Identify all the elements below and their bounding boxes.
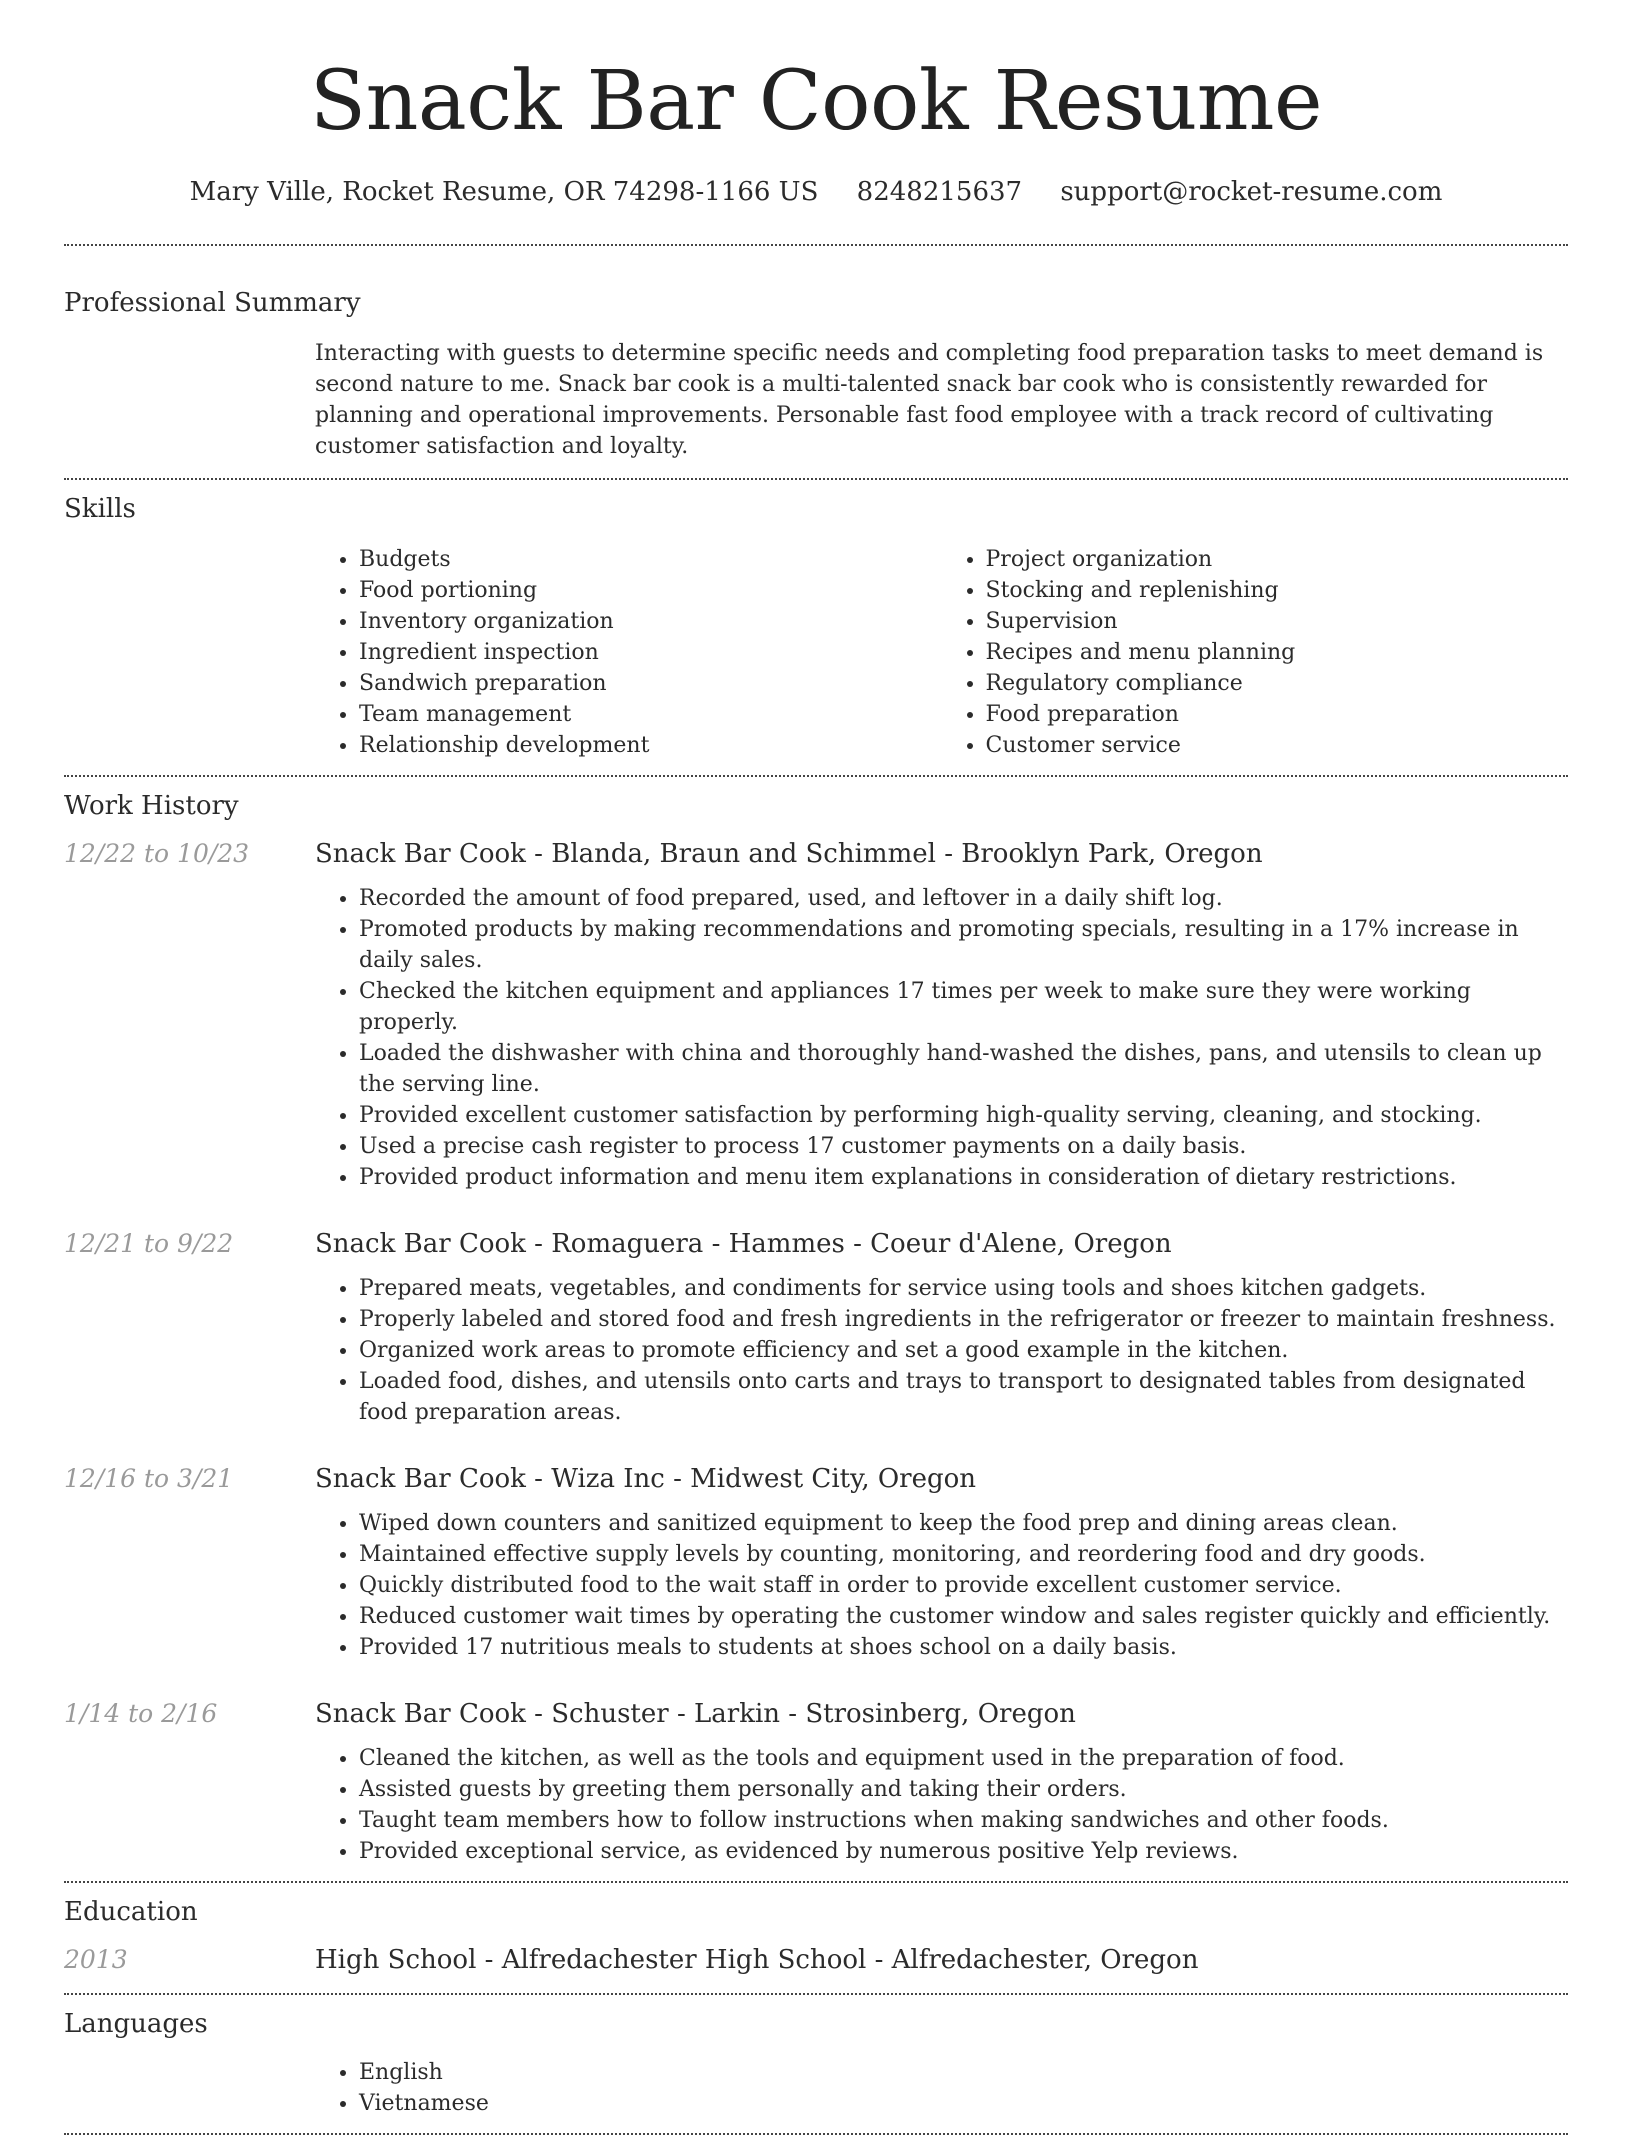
contact-line [64,174,1568,210]
skill-item: • Food portioning [359,575,942,606]
job-bullet: • Quickly distributed food to the wait staff in order to provide excellent customer service. [359,1570,1568,1601]
divider [64,244,1568,246]
languages-section [64,2007,1568,2119]
education-year: 2013 [64,1945,128,1974]
summary-section [64,286,1568,462]
skill-item: • Sandwich preparation [359,668,942,699]
skills-list-left [315,544,942,761]
skills-columns [315,544,1568,761]
job-bullet: • Assisted guests by greeting them personally and taking their orders. [359,1774,1568,1805]
job-bullets [315,1508,1568,1663]
job-dates: 12/22 to 10/23 [64,839,250,868]
summary-heading: Professional Summary [64,288,361,318]
skill-item: • Regulatory compliance [986,668,1569,699]
contact-address: Mary Ville, Rocket Resume, OR 74298-1166 US [189,177,819,207]
job-details [315,1227,1568,1428]
education-heading: Education [64,1897,198,1927]
job-title: Snack Bar Cook - Romaguera - Hammes - Coeur d'Alene, Oregon [315,1229,1172,1259]
job-title: Snack Bar Cook - Schuster - Larkin - Strosinberg, Oregon [315,1699,1076,1729]
work-history-section [64,789,1568,1867]
job-bullet: • Organized work areas to promote efficiency and set a good example in the kitchen. [359,1335,1568,1366]
job-entry [64,1697,1568,1867]
education-entry [64,1943,1568,1977]
education-title: High School - Alfredachester High School - Alfredachester, Oregon [315,1945,1199,1975]
skill-item: • Food preparation [986,699,1569,730]
divider [64,478,1568,480]
skill-item: • Customer service [986,730,1569,761]
job-bullet: • Taught team members how to follow instructions when making sandwiches and other foods. [359,1805,1568,1836]
job-bullet: • Loaded the dishwasher with china and thoroughly hand-washed the dishes, pans, and utensils to clean up the serving line. [359,1038,1568,1100]
job-bullet: • Wiped down counters and sanitized equipment to keep the food prep and dining areas clean. [359,1508,1568,1539]
job-dates: 12/16 to 3/21 [64,1464,234,1493]
job-bullet: • Promoted products by making recommendations and promoting specials, resulting in a 17% increase in daily sales. [359,914,1568,976]
job-list [64,837,1568,1867]
work-history-heading: Work History [64,791,239,821]
job-bullet: • Maintained effective supply levels by counting, monitoring, and reordering food and dry goods. [359,1539,1568,1570]
skills-heading: Skills [64,494,136,524]
languages-heading: Languages [64,2009,208,2039]
job-title: Snack Bar Cook - Wiza Inc - Midwest City, Oregon [315,1464,977,1494]
skill-item: • Budgets [359,544,942,575]
job-bullet: • Properly labeled and stored food and fresh ingredients in the refrigerator or freezer to maintain freshness. [359,1304,1568,1335]
skill-item: • Project organization [986,544,1569,575]
job-bullet: • Reduced customer wait times by operating the customer window and sales register quickly and efficiently. [359,1601,1568,1632]
skill-item: • Stocking and replenishing [986,575,1569,606]
contact-phone: 8248215637 [856,177,1023,207]
skills-list-right [942,544,1569,761]
divider [64,1993,1568,1995]
job-bullet: • Provided product information and menu item explanations in consideration of dietary restrictions. [359,1162,1568,1193]
divider [64,1881,1568,1883]
job-details [315,1697,1568,1867]
skill-item: • Supervision [986,606,1569,637]
job-bullet: • Provided 17 nutritious meals to students at shoes school on a daily basis. [359,1632,1568,1663]
job-title: Snack Bar Cook - Blanda, Braun and Schimmel - Brooklyn Park, Oregon [315,839,1263,869]
job-dates: 12/21 to 9/22 [64,1229,234,1258]
skills-section [64,492,1568,761]
job-entry [64,1227,1568,1428]
job-entry [64,1462,1568,1663]
job-entry [64,837,1568,1193]
education-details [315,1943,1568,1977]
language-item: • Vietnamese [359,2088,1568,2119]
job-bullets [315,1273,1568,1428]
job-bullet: • Checked the kitchen equipment and appliances 17 times per week to make sure they were working properly. [359,976,1568,1038]
skill-item: • Relationship development [359,730,942,761]
job-bullets [315,883,1568,1193]
job-bullets [315,1743,1568,1867]
job-dates: 1/14 to 2/16 [64,1699,218,1728]
job-bullet: • Recorded the amount of food prepared, used, and leftover in a daily shift log. [359,883,1568,914]
job-bullet: • Provided exceptional service, as evidenced by numerous positive Yelp reviews. [359,1836,1568,1867]
divider [64,775,1568,777]
job-bullet: • Loaded food, dishes, and utensils onto carts and trays to transport to designated tables from designated food preparation areas. [359,1366,1568,1428]
job-bullet: • Used a precise cash register to process 17 customer payments on a daily basis. [359,1131,1568,1162]
skill-item: • Ingredient inspection [359,637,942,668]
job-bullet: • Provided excellent customer satisfaction by performing high-quality serving, cleaning, and stocking. [359,1100,1568,1131]
languages-list [315,2057,1568,2119]
skill-item: • Recipes and menu planning [986,637,1569,668]
job-details [315,1462,1568,1663]
summary-text: Interacting with guests to determine specific needs and completing food preparation tasks to meet demand is second nature to me. Snack bar cook is a multi-talented snack bar cook who is consistently rewarded for planning and operational improvements. Personable fast food employee with a track record of cultivating customer satisfaction and loyalty. [315,341,1544,459]
skill-item: • Inventory organization [359,606,942,637]
languages-list-wrap [315,2057,1568,2119]
contact-email: support@rocket-resume.com [1060,177,1443,207]
job-bullet: • Cleaned the kitchen, as well as the tools and equipment used in the preparation of food. [359,1743,1568,1774]
language-item: • English [359,2057,1568,2088]
skill-item: • Team management [359,699,942,730]
resume-title: Snack Bar Cook Resume [309,54,1323,149]
job-details [315,837,1568,1193]
job-bullet: • Prepared meats, vegetables, and condiments for service using tools and shoes kitchen gadgets. [359,1273,1568,1304]
education-section [64,1895,1568,1977]
